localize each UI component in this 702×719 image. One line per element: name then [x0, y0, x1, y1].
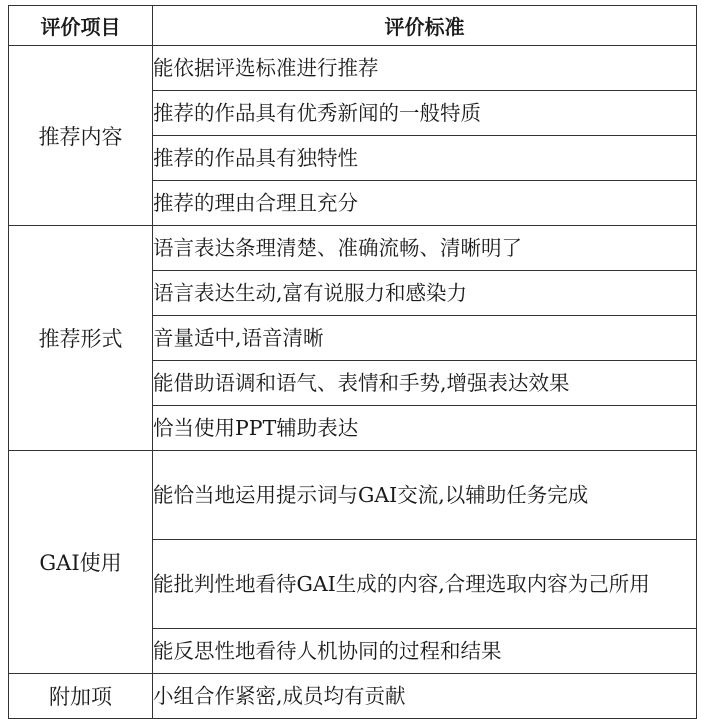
criterion-cell: 能恰当地运用提示词与GAI交流,以辅助任务完成 [153, 451, 697, 540]
criterion-cell: 音量适中,语音清晰 [153, 316, 697, 361]
criterion-cell: 语言表达条理清楚、准确流畅、清晰明了 [153, 226, 697, 271]
table-row [9, 674, 697, 719]
criterion-cell: 能依据评选标准进行推荐 [153, 46, 697, 91]
header-evaluation-standard: 评价标准 [153, 6, 697, 46]
table-row [9, 451, 697, 540]
criterion-cell: 能反思性地看待人机协同的过程和结果 [153, 629, 697, 674]
criterion-cell: 推荐的作品具有独特性 [153, 136, 697, 181]
table-row [9, 226, 697, 271]
evaluation-table [8, 5, 697, 719]
category-cell-recommend-form: 推荐形式 [9, 226, 153, 451]
table-row [9, 46, 697, 91]
criterion-cell: 小组合作紧密,成员均有贡献 [153, 674, 697, 719]
category-cell-gai-use: GAI使用 [9, 451, 153, 674]
criterion-cell: 能批判性地看待GAI生成的内容,合理选取内容为己所用 [153, 540, 697, 629]
criterion-cell: 恰当使用PPT辅助表达 [153, 406, 697, 451]
criterion-cell: 推荐的理由合理且充分 [153, 181, 697, 226]
header-row [9, 6, 697, 46]
category-cell-recommend-content: 推荐内容 [9, 46, 153, 226]
header-evaluation-item: 评价项目 [9, 6, 153, 46]
category-cell-additional: 附加项 [9, 674, 153, 719]
criterion-cell: 能借助语调和语气、表情和手势,增强表达效果 [153, 361, 697, 406]
criterion-cell: 语言表达生动,富有说服力和感染力 [153, 271, 697, 316]
criterion-cell: 推荐的作品具有优秀新闻的一般特质 [153, 91, 697, 136]
